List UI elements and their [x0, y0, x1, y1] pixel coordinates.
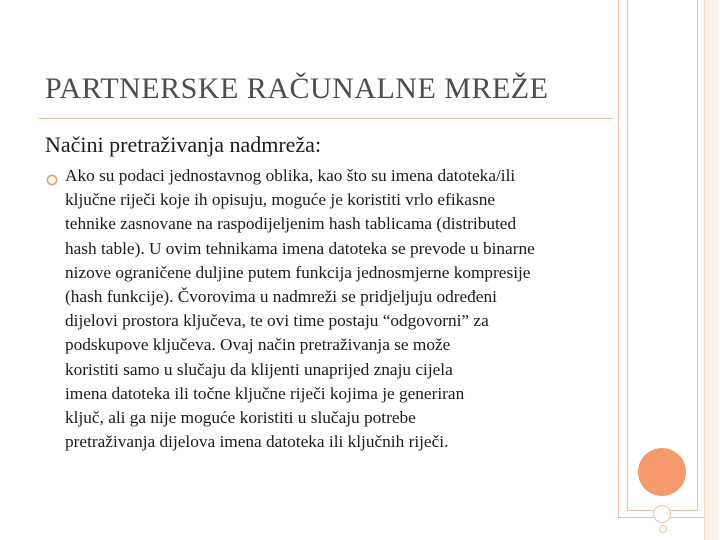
slide-subtitle: Načini pretraživanja nadmreža: — [45, 132, 322, 157]
hollow-circle-bullet-icon — [46, 173, 58, 185]
bullet-line: hash table). U ovim tehnikama imena datoteka se prevode u binarne — [65, 238, 535, 258]
bullet-line: pretraživanja dijelova imena datoteka ili ključnih riječi. — [65, 432, 449, 452]
bullet-line: imena datoteka ili točne ključne riječi kojima je generiran — [65, 383, 465, 403]
white-circle-decoration-small — [659, 525, 667, 533]
white-circle-decoration-large — [653, 505, 671, 523]
bullet-line: dijelovi prostora ključeva, te ovi time postaju “odgovorni” za — [65, 311, 489, 331]
bullet-line: koristiti samo u slučaju da klijenti unaprijed znaju cijela — [65, 359, 453, 379]
bullet-line: Ako su podaci jednostavnog oblika, kao što su imena datoteka/ili — [65, 166, 516, 185]
title-underline — [38, 118, 614, 119]
bullet-line: (hash funkcije). Čvorovima u nadmreži se pridjeljuju određeni — [65, 287, 497, 307]
bullet-line: ključ, ali ga nije moguće koristiti u slučaju potrebe — [65, 408, 416, 428]
bullet-line: tehnike zasnovane na raspodijeljenim hash tablicama (distributed — [65, 214, 517, 234]
decorative-side-strip — [704, 0, 718, 540]
bullet-line: podskupove ključeva. Ovaj način pretraživanja se može — [65, 335, 451, 355]
orange-circle-decoration — [638, 448, 686, 496]
slide-title: PARTNERSKE RAČUNALNE MREŽE — [45, 72, 549, 105]
bullet-line: nizove ograničene duljine putem funkcija jednosmjerne kompresije — [65, 262, 531, 282]
bullet-line: ključne riječi koje ih opisuju, moguće je koristiti vrlo efikasne — [65, 190, 496, 210]
decorative-frame-inner — [627, 0, 698, 511]
bullet-paragraph — [65, 164, 615, 454]
